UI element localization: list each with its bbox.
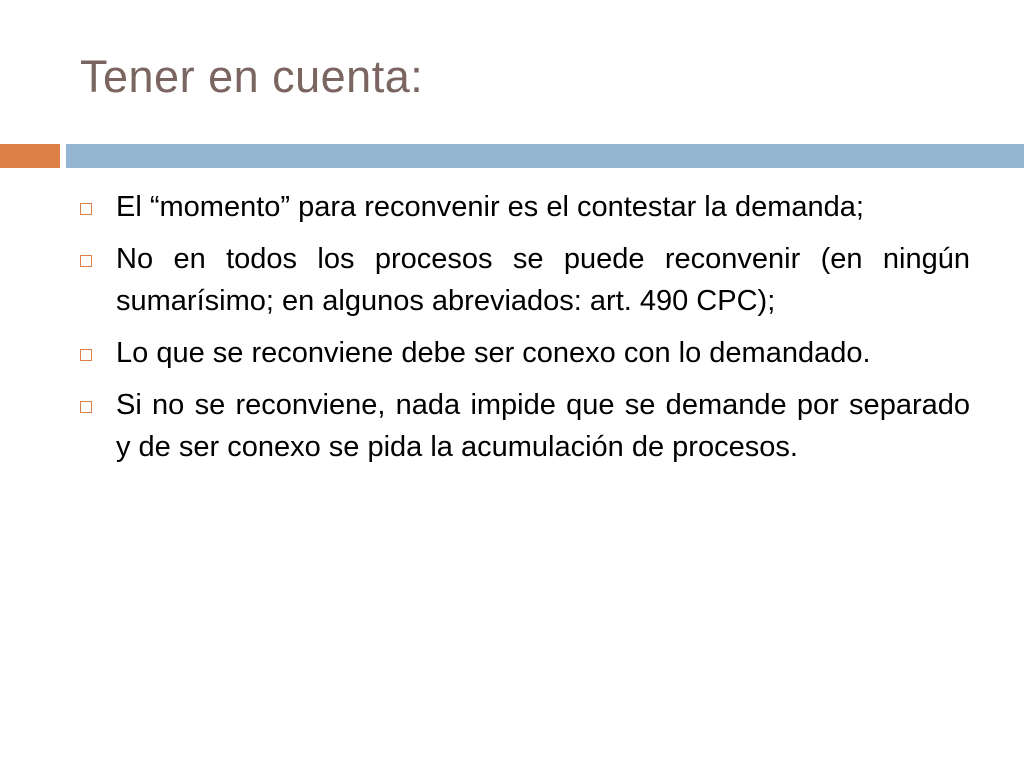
bullet-text: No en todos los procesos se puede reconvenir (en ningún sumarísimo; en algunos abreviados: art. 490 CPC); [116,243,970,317]
list-item [80,238,970,322]
square-bullet-icon [80,401,92,413]
bullet-text: Si no se reconviene, nada impide que se demande por separado y de ser conexo se pida la acumulación de procesos. [116,389,970,463]
slide-title: Tener en cuenta: [80,51,424,102]
square-bullet-icon [80,349,92,361]
bullet-text: Lo que se reconviene debe ser conexo con lo demandado. [116,337,871,369]
title-divider-accent [0,144,60,168]
square-bullet-icon [80,255,92,267]
list-item [80,332,970,374]
list-item [80,384,970,468]
bullet-text: El “momento” para reconvenir es el contestar la demanda; [116,191,864,223]
list-item [80,186,970,228]
bullet-list [80,186,970,478]
square-bullet-icon [80,203,92,215]
title-divider-bar [66,144,1024,168]
